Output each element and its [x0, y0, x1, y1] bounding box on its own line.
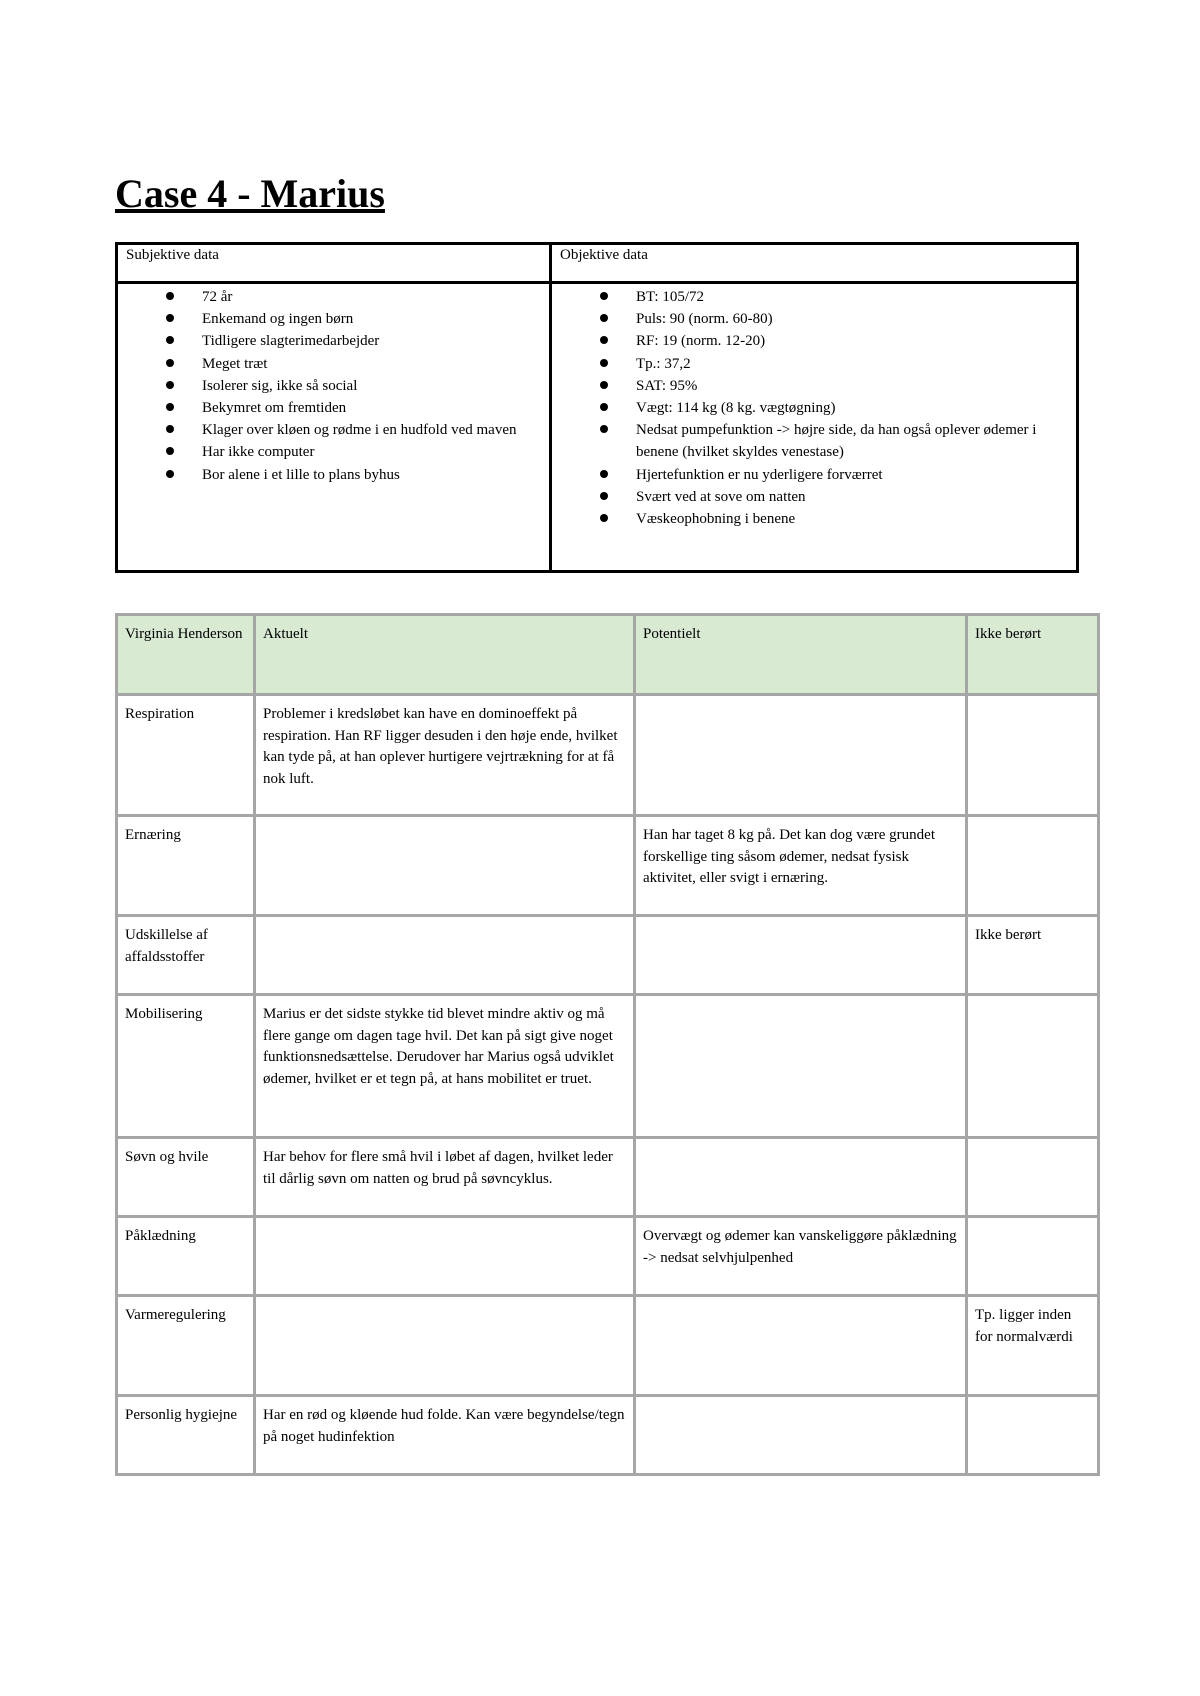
header-ikke-beroert: Ikke berørt — [967, 615, 1099, 695]
cell-need: Søvn og hvile — [117, 1138, 255, 1217]
list-item: Vægt: 114 kg (8 kg. vægtøgning) — [636, 397, 1076, 419]
list-item: 72 år — [202, 286, 549, 308]
list-item: Tidligere slagterimedarbejder — [202, 330, 549, 352]
list-item: BT: 105/72 — [636, 286, 1076, 308]
henderson-table — [115, 613, 1100, 1476]
list-item: Bekymret om fremtiden — [202, 397, 549, 419]
objective-header: Objektive data — [551, 244, 1078, 283]
cell-need: Varmeregulering — [117, 1296, 255, 1396]
cell-potentielt — [635, 1138, 967, 1217]
cell-ikke-beroert: Ikke berørt — [967, 916, 1099, 995]
header-potentielt: Potentielt — [635, 615, 967, 695]
cell-aktuelt: Marius er det sidste stykke tid blevet mindre aktiv og må flere gange om dagen tage hvil. Det kan på sigt give noget funktionsnedsættelse. Derudover har Marius også udviklet ødemer, hvilket er et tegn på, at hans mobilitet er truet. — [255, 995, 635, 1138]
header-need: Virginia Henderson — [117, 615, 255, 695]
cell-ikke-beroert: Tp. ligger inden for normalværdi — [967, 1296, 1099, 1396]
cell-aktuelt: Problemer i kredsløbet kan have en dominoeffekt på respiration. Han RF ligger desuden i den høje ende, hvilket kan tyde på, at han oplever hurtigere vejrtrækning for at få nok luft. — [255, 695, 635, 816]
cell-potentielt: Overvægt og ødemer kan vanskeliggøre påklædning -> nedsat selvhjulpenhed — [635, 1217, 967, 1296]
cell-ikke-beroert — [967, 695, 1099, 816]
list-item: Tp.: 37,2 — [636, 353, 1076, 375]
list-item: Væskeophobning i benene — [636, 508, 1076, 530]
list-item: Puls: 90 (norm. 60-80) — [636, 308, 1076, 330]
table-row — [117, 1138, 1099, 1217]
table-row — [117, 995, 1099, 1138]
cell-need: Personlig hygiejne — [117, 1396, 255, 1475]
list-item: Isolerer sig, ikke så social — [202, 375, 549, 397]
cell-need: Respiration — [117, 695, 255, 816]
cell-ikke-beroert — [967, 995, 1099, 1138]
list-item: Har ikke computer — [202, 441, 549, 463]
cell-potentielt — [635, 1396, 967, 1475]
cell-ikke-beroert — [967, 816, 1099, 916]
subjective-cell — [117, 283, 551, 572]
subjective-objective-table — [115, 242, 1079, 573]
table-row — [117, 1396, 1099, 1475]
cell-need: Udskillelse af affaldsstoffer — [117, 916, 255, 995]
cell-need: Påklædning — [117, 1217, 255, 1296]
list-item: Enkemand og ingen børn — [202, 308, 549, 330]
objective-cell — [551, 283, 1078, 572]
list-item: RF: 19 (norm. 12-20) — [636, 330, 1076, 352]
list-item: Meget træt — [202, 353, 549, 375]
subjective-header: Subjektive data — [117, 244, 551, 283]
cell-potentielt — [635, 995, 967, 1138]
cell-need: Mobilisering — [117, 995, 255, 1138]
cell-aktuelt — [255, 1296, 635, 1396]
objective-list — [552, 284, 1076, 530]
page-title: Case 4 - Marius — [115, 171, 385, 216]
cell-aktuelt: Har behov for flere små hvil i løbet af dagen, hvilket leder til dårlig søvn om natten og brud på søvncyklus. — [255, 1138, 635, 1217]
list-item: Hjertefunktion er nu yderligere forværret — [636, 464, 1076, 486]
cell-potentielt — [635, 695, 967, 816]
cell-aktuelt — [255, 1217, 635, 1296]
table-row — [117, 1217, 1099, 1296]
subjective-list — [118, 284, 549, 486]
cell-aktuelt — [255, 916, 635, 995]
list-item: Nedsat pumpefunktion -> højre side, da han også oplever ødemer i benene (hvilket skyldes venestase) — [636, 419, 1076, 463]
cell-potentielt — [635, 916, 967, 995]
cell-need: Ernæring — [117, 816, 255, 916]
cell-ikke-beroert — [967, 1396, 1099, 1475]
table-row — [117, 916, 1099, 995]
list-item: SAT: 95% — [636, 375, 1076, 397]
table-row — [117, 816, 1099, 916]
header-aktuelt: Aktuelt — [255, 615, 635, 695]
list-item: Svært ved at sove om natten — [636, 486, 1076, 508]
cell-aktuelt — [255, 816, 635, 916]
cell-ikke-beroert — [967, 1138, 1099, 1217]
table-row — [117, 695, 1099, 816]
cell-potentielt: Han har taget 8 kg på. Det kan dog være grundet forskellige ting såsom ødemer, nedsat fysisk aktivitet, eller svigt i ernæring. — [635, 816, 967, 916]
list-item: Bor alene i et lille to plans byhus — [202, 464, 549, 486]
cell-potentielt — [635, 1296, 967, 1396]
cell-ikke-beroert — [967, 1217, 1099, 1296]
table-row — [117, 1296, 1099, 1396]
cell-aktuelt: Har en rød og kløende hud folde. Kan være begyndelse/tegn på noget hudinfektion — [255, 1396, 635, 1475]
list-item: Klager over kløen og rødme i en hudfold ved maven — [202, 419, 549, 441]
